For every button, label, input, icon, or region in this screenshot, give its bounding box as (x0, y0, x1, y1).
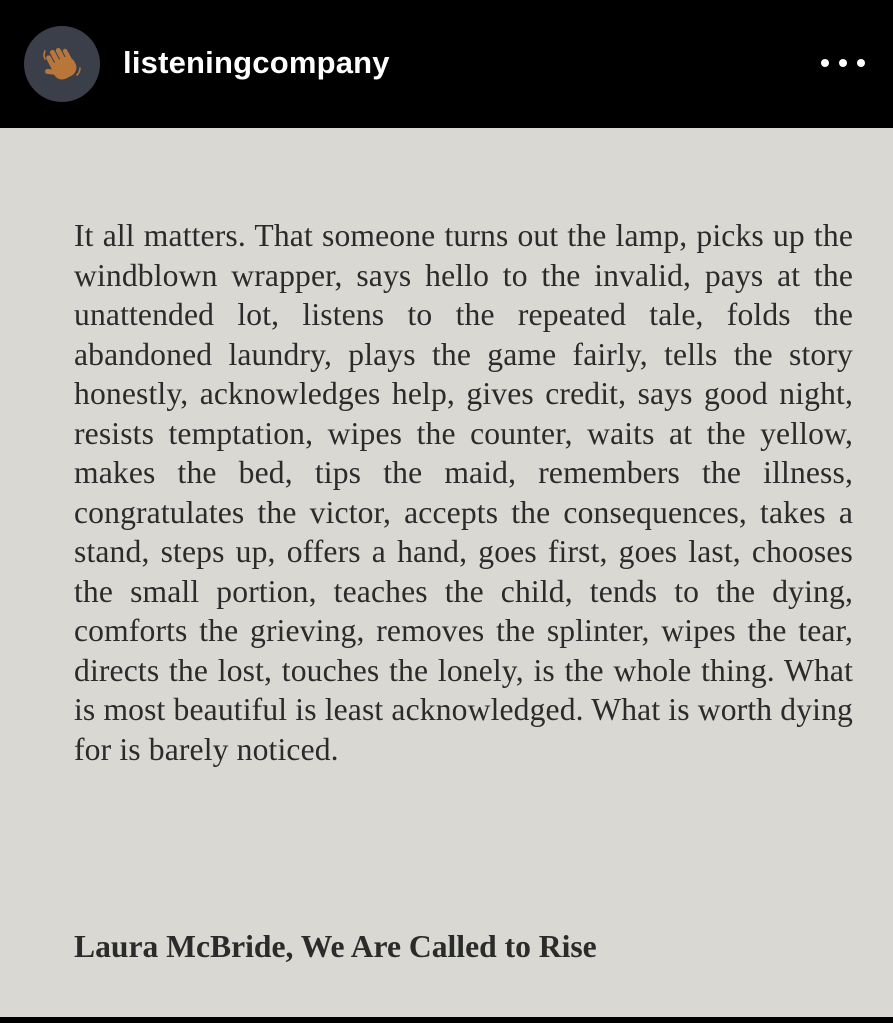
post-header (0, 0, 893, 128)
dot (857, 59, 865, 67)
post-image (0, 128, 893, 1020)
quote-attribution: Laura McBride, We Are Called to Rise (74, 929, 597, 964)
more-options-icon[interactable] (821, 52, 865, 74)
username[interactable]: listeningcompany (123, 45, 390, 80)
waving-hand-icon (39, 41, 85, 87)
dot (821, 59, 829, 67)
avatar[interactable] (24, 26, 100, 102)
dot (839, 59, 847, 67)
quote-text: It all matters. That someone turns out the lamp, picks up the windblown wrapper, says hello to the invalid, pays at the unattended lot, listens to the repeated tale, folds the abandoned laundry, plays the game fairly, tells the story honestly, acknowledges help, gives credit, says good night, resists temptation, wipes the counter, waits at the yellow, makes the bed, tips the maid, remembers the illness, congratulates the victor, accepts the consequences, takes a stand, steps up, offers a hand, goes first, goes last, chooses the small portion, teaches the child, tends to the dying, comforts the grieving, removes the splinter, wipes the tear, directs the lost, touches the lonely, is the whole thing. What is most beautiful is least acknowledged. What is worth dying for is barely noticed. (74, 218, 853, 767)
